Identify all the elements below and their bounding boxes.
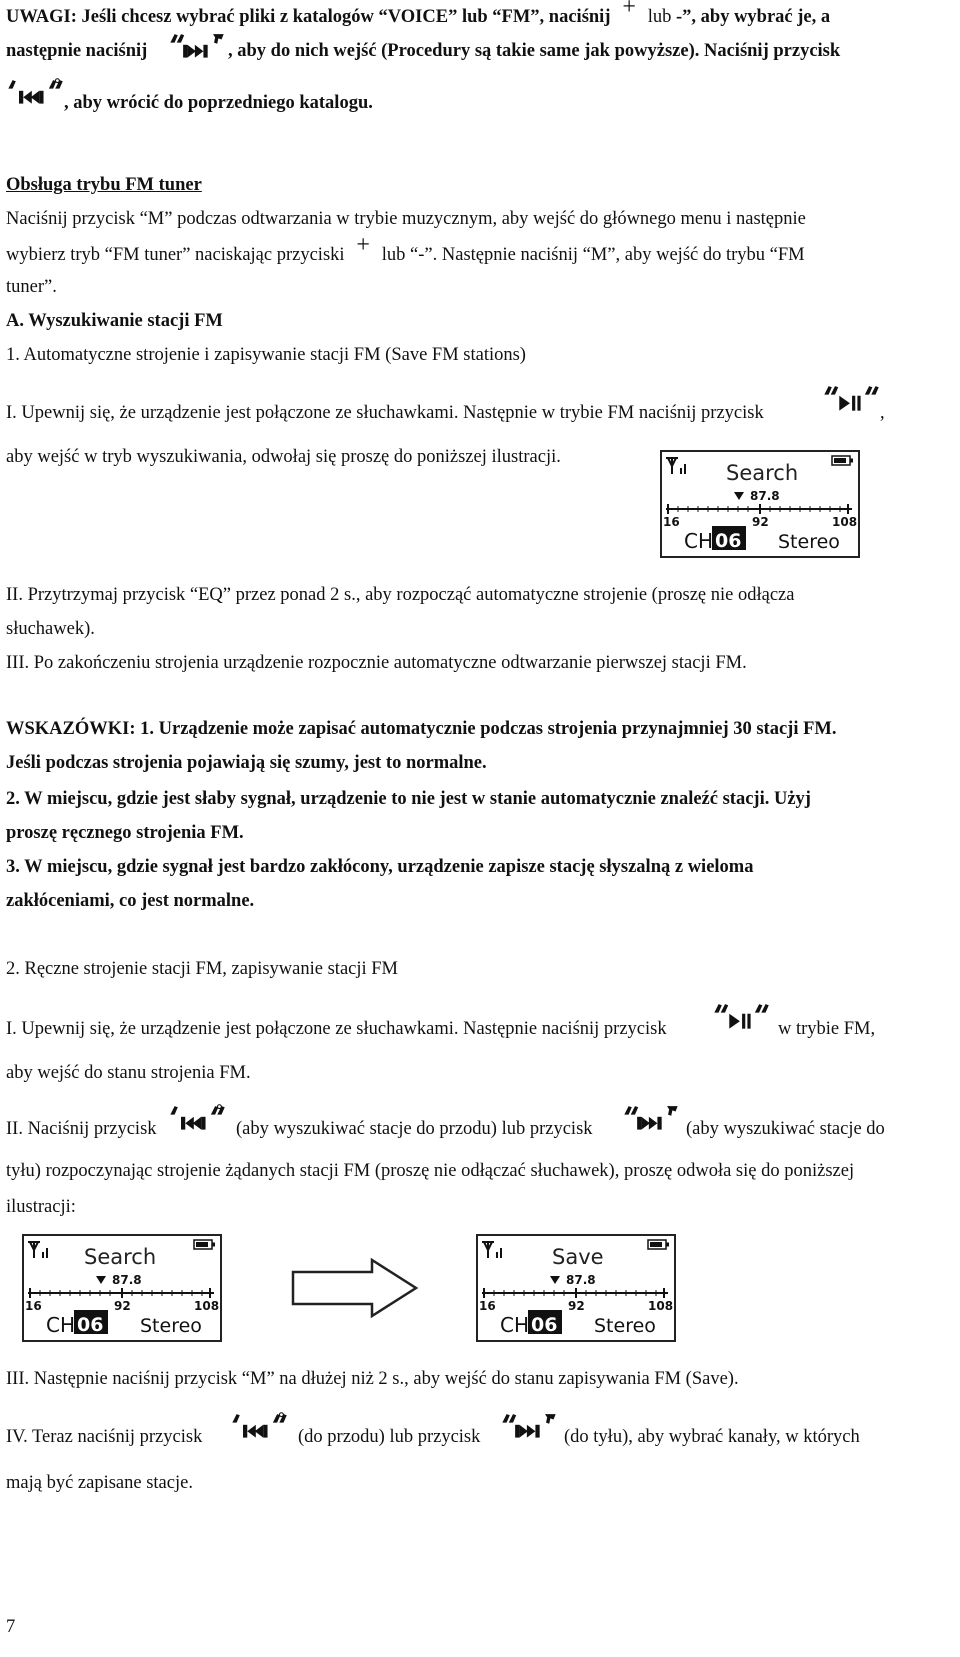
lcd-save-illustration — [476, 1234, 676, 1342]
item-1-heading: 1. Automatyczne strojenie i zapisywanie stacji FM (Save FM stations) — [6, 345, 526, 365]
manual-step-iv-line-2: mają być zapisane stacje. — [6, 1473, 193, 1493]
uwagi-text-1c: -”, aby wybrać je, a — [676, 7, 831, 27]
fm-tuner-heading: Obsługa trybu FM tuner — [6, 175, 202, 195]
manual-step-i-line-1a: I. Upewnij się, że urządzenie jest połączone ze słuchawkami. Następnie naciśnij przycisk — [6, 1019, 667, 1039]
manual-step-ii-line-1b: (aby wyszukiwać stacje do przodu) lub przycisk — [236, 1119, 593, 1139]
lcd-frequency: 87.8 — [750, 489, 780, 503]
auto-step-ii-line-1: II. Przytrzymaj przycisk “EQ” przez ponad 2 s., aby rozpocząć automatyczne strojenie (proszę nie odłącza — [6, 585, 795, 605]
lcd-stereo-label: Stereo — [140, 1315, 202, 1337]
next-track-icon — [168, 32, 226, 64]
tips-line-5: 3. W miejscu, gdzie sygnał jest bardzo zakłócony, urządzenie zapisze stację słyszalną z wieloma — [6, 857, 754, 877]
lcd-tick-right: 108 — [648, 1299, 674, 1313]
tips-line-1: WSKAZÓWKI: 1. Urządzenie może zapisać automatycznie podczas strojenia przynajmniej 30 stacji FM. — [6, 719, 837, 739]
lcd-tick-right: 108 — [194, 1299, 220, 1313]
lcd-stereo-label: Stereo — [778, 531, 840, 553]
manual-step-ii-line-1c: (aby wyszukiwać stacje do — [686, 1119, 885, 1139]
manual-step-i-line-1b: w trybie FM, — [778, 1019, 876, 1039]
prev-track-icon — [168, 1104, 226, 1136]
lcd-mode-label: Search — [726, 461, 799, 485]
fm-para-line-1: Naciśnij przycisk “M” podczas odtwarzania w trybie muzycznym, aby wejść do głównego menu i następnie — [6, 209, 806, 229]
tips-line-2: Jeśli podczas strojenia pojawiają się szumy, jest to normalne. — [6, 753, 487, 773]
lcd-ch-label: CH — [46, 1313, 76, 1337]
prev-track-icon — [6, 78, 64, 110]
auto-step-iii: III. Po zakończeniu strojenia urządzenie rozpocznie automatyczne odtwarzanie pierwszej stacji FM. — [6, 653, 747, 673]
lcd-frequency: 87.8 — [566, 1273, 596, 1287]
fm-para-line-3: tuner”. — [6, 277, 57, 297]
manual-step-iv-line-1b: (do przodu) lub przycisk — [298, 1427, 481, 1447]
manual-step-iv-line-1a: IV. Teraz naciśnij przycisk — [6, 1427, 203, 1447]
page-number: 7 — [6, 1617, 16, 1637]
auto-step-i-line-2: aby wejść w tryb wyszukiwania, odwołaj się proszę do poniższej ilustracji. — [6, 447, 561, 467]
manual-step-ii-line-1a: II. Naciśnij przycisk — [6, 1119, 157, 1139]
lcd-ch-label: CH — [500, 1313, 530, 1337]
manual-step-ii-line-2: tyłu) rozpoczynając strojenie żądanych stacji FM (proszę nie odłączać słuchawek), proszę odwoła się do poniższej — [6, 1161, 855, 1181]
lcd-tick-right: 108 — [832, 515, 858, 529]
play-pause-icon — [822, 384, 880, 416]
lcd-tick-left: 16 — [663, 515, 680, 529]
lcd-search-illustration — [22, 1234, 222, 1342]
uwagi-line-2b: , aby do nich wejść (Procedury są takie same jak powyższe). Naciśnij przycisk — [228, 41, 841, 61]
fm-para-text-2a: wybierz tryb “FM tuner” naciskając przyciski — [6, 245, 345, 265]
lcd-tick-left: 16 — [479, 1299, 496, 1313]
lcd-tick-mid: 92 — [114, 1299, 131, 1313]
next-track-icon — [500, 1412, 558, 1444]
manual-step-i-line-2: aby wejść do stanu strojenia FM. — [6, 1063, 251, 1083]
prev-track-icon — [230, 1412, 288, 1444]
lcd-mode-label: Save — [552, 1245, 604, 1269]
plus-key-label: + — [356, 232, 370, 258]
item-2-heading: 2. Ręczne strojenie stacji FM, zapisywanie stacji FM — [6, 959, 399, 979]
lcd-ch-number: 06 — [715, 530, 742, 552]
lcd-search-illustration — [660, 450, 860, 558]
plus-key-label: + — [622, 0, 636, 20]
uwagi-line-2a: następnie naciśnij — [6, 41, 148, 61]
fm-para-line-2 — [6, 232, 805, 266]
manual-step-ii-line-3: ilustracji: — [6, 1197, 76, 1217]
auto-step-i-line-1: I. Upewnij się, że urządzenie jest połączone ze słuchawkami. Następnie w trybie FM naciśnij przycisk — [6, 403, 764, 423]
uwagi-line-3: , aby wrócić do poprzedniego katalogu. — [64, 93, 373, 113]
next-track-icon — [622, 1104, 680, 1136]
auto-step-i-comma: , — [880, 403, 885, 423]
tips-line-3: 2. W miejscu, gdzie jest słaby sygnał, urządzenie to nie jest w stanie automatycznie znaleźć stacji. Użyj — [6, 789, 811, 809]
auto-step-ii-line-2: słuchawek). — [6, 619, 95, 639]
tips-line-6: zakłóceniami, co jest normalne. — [6, 891, 255, 911]
lcd-frequency: 87.8 — [112, 1273, 142, 1287]
lcd-ch-label: CH — [684, 529, 714, 553]
play-pause-icon — [712, 1002, 770, 1034]
lcd-mode-label: Search — [84, 1245, 157, 1269]
lcd-stereo-label: Stereo — [594, 1315, 656, 1337]
uwagi-line-1 — [6, 0, 831, 28]
lcd-tick-mid: 92 — [752, 515, 769, 529]
manual-step-iv-line-1c: (do tyłu), aby wybrać kanały, w których — [564, 1427, 860, 1447]
transition-arrow-icon — [290, 1256, 420, 1320]
uwagi-text-1: UWAGI: Jeśli chcesz wybrać pliki z katalogów “VOICE” lub “FM”, naciśnij — [6, 7, 611, 27]
lcd-tick-left: 16 — [25, 1299, 42, 1313]
lcd-ch-number: 06 — [531, 1314, 558, 1336]
section-a-heading: A. Wyszukiwanie stacji FM — [6, 311, 223, 331]
uwagi-text-1b: lub — [647, 7, 672, 27]
lcd-ch-number: 06 — [77, 1314, 104, 1336]
fm-para-text-2b: lub “-”. Następnie naciśnij “M”, aby wejść do trybu “FM — [381, 245, 805, 265]
tips-line-4: proszę ręcznego strojenia FM. — [6, 823, 244, 843]
manual-step-iii: III. Następnie naciśnij przycisk “M” na dłużej niż 2 s., aby wejść do stanu zapisywania FM (Save). — [6, 1369, 739, 1389]
lcd-tick-mid: 92 — [568, 1299, 585, 1313]
